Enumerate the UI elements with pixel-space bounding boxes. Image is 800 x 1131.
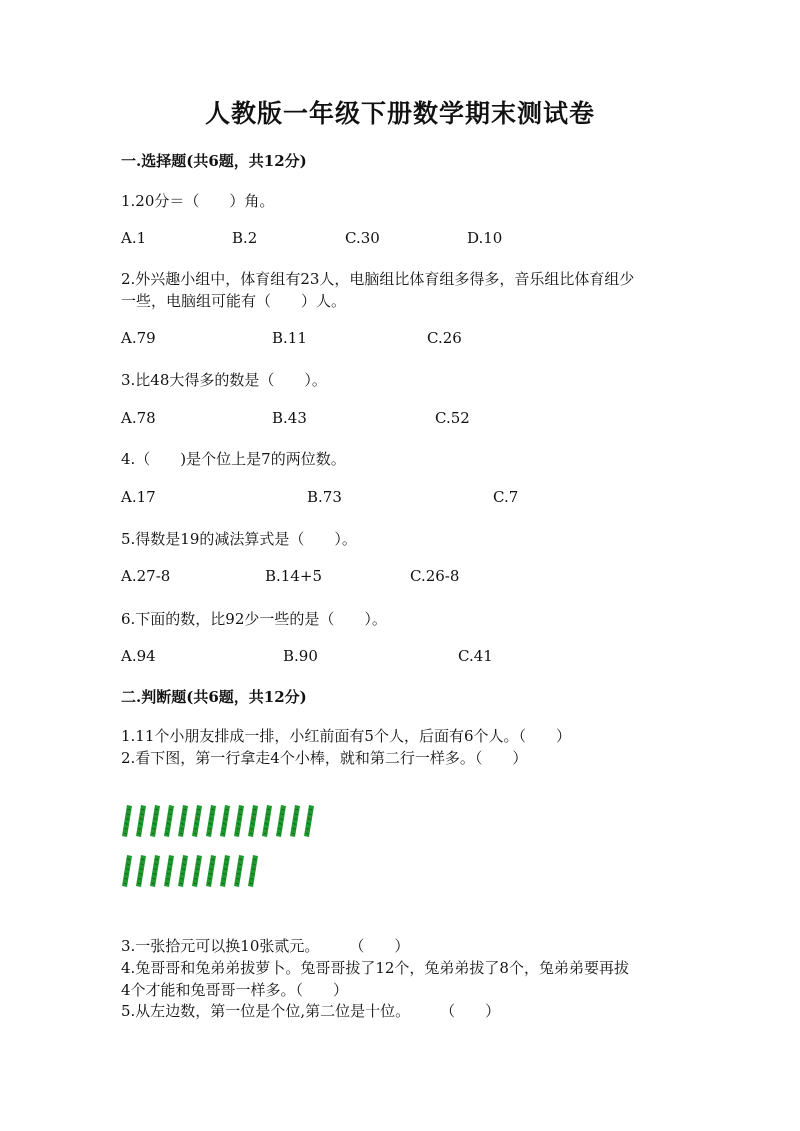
question-4-option-c: C.7 xyxy=(493,488,519,506)
counting-stick xyxy=(149,804,161,838)
counting-stick xyxy=(205,854,217,888)
counting-stick xyxy=(303,804,315,838)
counting-stick xyxy=(191,804,203,838)
question-3-stem: 3.比48大得多的数是（ ）。 xyxy=(121,371,327,389)
section-heading-judgment: 二.判断题(共6题，共12分) xyxy=(121,688,307,706)
question-4-stem: 4.（ )是个位上是7的两位数。 xyxy=(121,450,346,468)
question-6-option-c: C.41 xyxy=(458,647,493,665)
judgment-4-line-1: 4.兔哥哥和兔弟弟拔萝卜。兔哥哥拔了12个，兔弟弟拔了8个，兔弟弟要再拔 xyxy=(121,959,629,977)
question-1-option-d: D.10 xyxy=(467,229,503,247)
counting-stick xyxy=(149,854,161,888)
counting-stick xyxy=(219,804,231,838)
question-3-option-b: B.43 xyxy=(272,409,307,427)
question-3-option-c: C.52 xyxy=(435,409,470,427)
question-5-option-a: A.27-8 xyxy=(121,567,171,585)
judgment-2: 2.看下图，第一行拿走4个小棒，就和第二行一样多。（ ） xyxy=(121,749,528,767)
counting-stick xyxy=(177,854,189,888)
question-1-option-c: C.30 xyxy=(345,229,380,247)
question-6-option-b: B.90 xyxy=(283,647,318,665)
counting-stick xyxy=(191,854,203,888)
section-heading-choice: 一.选择题(共6题，共12分) xyxy=(121,152,307,170)
question-2-stem-line-1: 2.外兴趣小组中，体育组有23人，电脑组比体育组多得多，音乐组比体育组少 xyxy=(121,270,635,288)
question-6-option-a: A.94 xyxy=(121,647,156,665)
judgment-1: 1.11个小朋友排成一排，小红前面有5个人，后面有6个人。（ ） xyxy=(121,727,571,745)
counting-stick xyxy=(163,854,175,888)
counting-stick xyxy=(177,804,189,838)
counting-stick xyxy=(261,804,273,838)
counting-stick xyxy=(163,804,175,838)
question-6-stem: 6.下面的数，比92少一些的是（ ）。 xyxy=(121,610,387,628)
question-2-option-c: C.26 xyxy=(427,329,462,347)
judgment-5: 5.从左边数，第一位是个位,第二位是十位。 （ ） xyxy=(121,1002,501,1020)
question-4-option-b: B.73 xyxy=(307,488,342,506)
question-2-option-a: A.79 xyxy=(121,329,156,347)
question-1-stem: 1.20分＝（ ）角。 xyxy=(121,192,275,210)
counting-stick xyxy=(121,854,133,888)
stick-row-2 xyxy=(121,854,259,894)
counting-stick xyxy=(275,804,287,838)
question-5-stem: 5.得数是19的减法算式是（ ）。 xyxy=(121,530,357,548)
counting-stick xyxy=(135,804,147,838)
counting-stick xyxy=(289,804,301,838)
counting-stick xyxy=(233,804,245,838)
question-3-option-a: A.78 xyxy=(121,409,156,427)
question-1-option-b: B.2 xyxy=(232,229,258,247)
stick-row-1 xyxy=(121,804,315,844)
question-2-option-b: B.11 xyxy=(272,329,307,347)
counting-stick xyxy=(121,804,133,838)
counting-stick xyxy=(219,854,231,888)
page-title: 人教版一年级下册数学期末测试卷 xyxy=(204,99,595,128)
question-5-option-c: C.26-8 xyxy=(410,567,460,585)
counting-stick xyxy=(205,804,217,838)
counting-stick xyxy=(247,804,259,838)
counting-stick xyxy=(233,854,245,888)
judgment-3: 3.一张拾元可以换10张贰元。 （ ） xyxy=(121,937,410,955)
question-4-option-a: A.17 xyxy=(121,488,156,506)
question-2-stem-line-2: 一些，电脑组可能有（ ）人。 xyxy=(121,292,347,310)
counting-stick xyxy=(247,854,259,888)
question-1-option-a: A.1 xyxy=(121,229,147,247)
question-5-option-b: B.14+5 xyxy=(265,567,322,585)
counting-stick xyxy=(135,854,147,888)
judgment-4-line-2: 4个才能和兔哥哥一样多。（ ） xyxy=(121,981,349,999)
